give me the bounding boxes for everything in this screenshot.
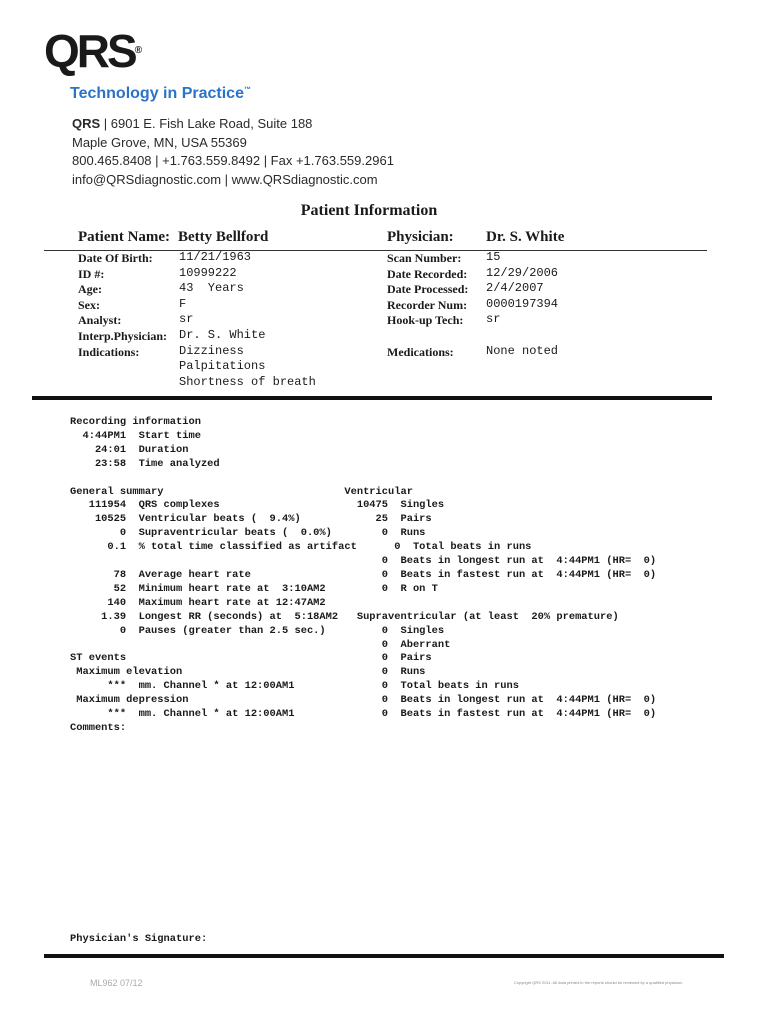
- scan-number-value: 15: [486, 250, 501, 264]
- sex-label: Sex:: [78, 297, 100, 312]
- contact-line: info@QRSdiagnostic.com | www.QRSdiagnostic.com: [72, 171, 378, 187]
- address-line-2: Maple Grove, MN, USA 55369: [72, 134, 247, 150]
- copyright-notice: Copyright QRS 2011. All data printed in the reports should be reviewed by a qualified physician.: [514, 980, 683, 985]
- report-line: Maximum depression 0 Beats in longest run at 4:44PM1 (HR= 0): [70, 694, 657, 707]
- report-line: 10525 Ventricular beats ( 9.4%) 25 Pairs: [70, 513, 432, 526]
- report-line: [70, 472, 656, 486]
- report-line: Recording information: [70, 416, 201, 428]
- hookup-tech-value: sr: [486, 312, 501, 327]
- trademark-mark: ™: [243, 86, 251, 94]
- report-line: 0 Beats in longest run at 4:44PM1 (HR= 0): [70, 555, 657, 568]
- date-processed-value: 2/4/2007: [486, 281, 544, 296]
- interp-physician-value: Dr. S. White: [179, 327, 266, 342]
- section-divider: [32, 396, 712, 400]
- indication-value-3: Shortness of breath: [179, 374, 316, 389]
- registered-mark: ®: [134, 45, 143, 56]
- report-line: ST events 0 Pairs: [70, 652, 432, 665]
- report-line: *** mm. Channel * at 12:00AM1 0 Beats in fastest run at 4:44PM1 (HR= 0): [70, 708, 657, 721]
- scan-number-label: Scan Number:: [387, 251, 462, 265]
- report-line: 52 Minimum heart rate at 3:10AM2 0 R on T: [70, 582, 438, 595]
- age-value: 43 Years: [179, 281, 244, 296]
- patient-left-values: [179, 250, 316, 390]
- company-address-block: [72, 115, 394, 189]
- patient-right-labels: [387, 251, 468, 329]
- address-line-1: QRS | 6901 E. Fish Lake Road, Suite 188: [72, 116, 313, 131]
- interp-physician-label: Interp.Physician:: [78, 328, 168, 343]
- patient-right-values: [486, 250, 558, 328]
- holter-report-summary: [70, 416, 656, 736]
- date-processed-label: Date Processed:: [387, 282, 469, 297]
- sex-value: F: [179, 296, 187, 311]
- indication-value-1: Dizziness: [179, 343, 244, 358]
- indications-label: Indications:: [78, 344, 140, 359]
- dob-label: Date Of Birth:: [78, 251, 153, 265]
- report-line: 23:58 Time analyzed: [70, 457, 220, 470]
- report-line: Maximum elevation 0 Runs: [70, 666, 426, 679]
- report-line: 111954 QRS complexes 10475 Singles: [70, 499, 445, 512]
- date-recorded-label: Date Recorded:: [387, 266, 468, 281]
- comments-label: Comments:: [70, 721, 127, 734]
- physician-value: Dr. S. White: [486, 229, 565, 245]
- report-line: 1.39 Longest RR (seconds) at 5:18AM2 Supraventricular (at least 20% premature): [70, 610, 619, 623]
- report-line: 4:44PM1 Start time: [70, 429, 201, 442]
- qrs-logo: QRS®: [44, 25, 143, 77]
- physician-signature-label: Physician's Signature:: [70, 933, 208, 945]
- patient-name-label: Patient Name:: [78, 229, 171, 245]
- patient-name-value: Betty Bellford: [178, 229, 269, 245]
- report-line: 0 Aberrant: [70, 638, 451, 651]
- indication-value-2: Palpitations: [179, 359, 266, 374]
- section-title: Patient Information: [300, 202, 438, 219]
- id-value: 10999222: [179, 265, 237, 280]
- dob-value: 11/21/1963: [179, 250, 252, 264]
- report-line: *** mm. Channel * at 12:00AM1 0 Total beats in runs: [70, 680, 519, 693]
- footer-divider: [44, 954, 724, 958]
- tagline: Technology in Practice™: [70, 85, 251, 102]
- analyst-value: sr: [179, 312, 194, 327]
- phone-line: 800.465.8408 | +1.763.559.8492 | Fax +1.763.559.2961: [72, 153, 394, 168]
- medications-value: None noted: [486, 344, 559, 358]
- report-line: 0.1 % total time classified as artifact 0 Total beats in runs: [70, 541, 532, 554]
- report-line: 78 Average heart rate 0 Beats in fastest run at 4:44PM1 (HR= 0): [70, 568, 657, 581]
- hookup-tech-label: Hook-up Tech:: [387, 313, 464, 328]
- analyst-label: Analyst:: [78, 313, 122, 328]
- date-recorded-value: 12/29/2006: [486, 265, 559, 280]
- recorder-num-value: 0000197394: [486, 296, 559, 311]
- id-label: ID #:: [78, 266, 105, 281]
- report-line: 24:01 Duration: [70, 443, 189, 456]
- report-line: 0 Supraventricular beats ( 0.0%) 0 Runs: [70, 527, 426, 540]
- physician-label: Physician:: [387, 229, 454, 245]
- patient-left-labels: [78, 251, 167, 360]
- report-line: General summary Ventricular: [70, 485, 413, 498]
- medications-label: Medications:: [387, 345, 454, 359]
- report-line: 140 Maximum heart rate at 12:47AM2: [70, 596, 326, 609]
- form-code: ML962 07/12: [90, 978, 143, 988]
- report-line: 0 Pauses (greater than 2.5 sec.) 0 Singles: [70, 624, 445, 637]
- recorder-num-label: Recorder Num:: [387, 297, 468, 312]
- age-label: Age:: [78, 282, 102, 297]
